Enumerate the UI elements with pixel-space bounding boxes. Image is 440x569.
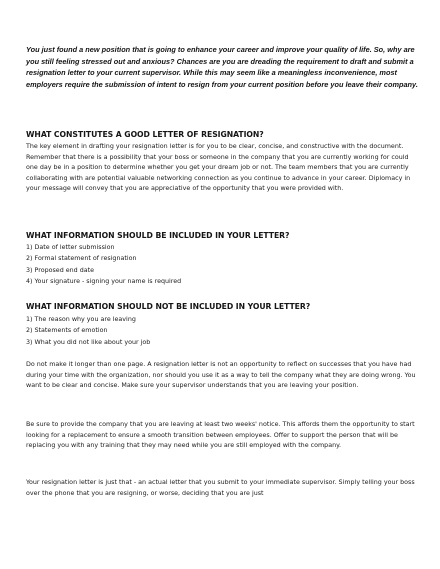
- paragraph-actual-letter: Your resignation letter is just that - an actual letter that you submit to your immediate supervisor. Simply telling your boss over the phone that you are resigning, or worse, deciding that you are just: [26, 479, 415, 497]
- heading-not-included: WHAT INFORMATION SHOULD NOT BE INCLUDED IN YOUR LETTER?: [26, 302, 311, 311]
- paragraph-good-letter: The key element in drafting your resignation letter is for you to be clear, concise, and constructive with the document. Remember that there is a possibility that your boss or someone in the company that you are currently working for could one day be in a position to determine whether you get your dream job or not. The team members that you are currently collaborating with are potential valuable networking connection as you continue to advance in your career. Diplomacy in your message will convey that you are appreciative of the opportunity that you were provided with.: [26, 143, 411, 193]
- intro-paragraph: You just found a new position that is going to enhance your career and improve your quality of life. So, why are you still feeling stressed out and anxious? Chances are you are dreading the requirement to draft and submit a resignation letter to your current supervisor. While this may seem like a meaningless inconvenience, most employers require the submission of intent to resign from your current position before you leave their company.: [26, 45, 418, 89]
- list-item: 1) The reason why you are leaving: [26, 316, 136, 323]
- list-item: 4) Your signature - signing your name is required: [26, 278, 182, 286]
- list-item: 3) Proposed end date: [26, 266, 95, 274]
- list-item: 2) Statements of emotion: [26, 327, 108, 335]
- list-not-included: [26, 314, 418, 348]
- heading-included: WHAT INFORMATION SHOULD BE INCLUDED IN YOUR LETTER?: [26, 231, 290, 240]
- paragraph-length: Do not make it longer than one page. A resignation letter is not an opportunity to reflect on successes that you have had during your time with the organization, nor should you use it as a way to tell the company what they are doing wrong. You want to be clear and concise. Make sure your supervisor understands that you are leaving your position.: [26, 361, 416, 390]
- list-item: 2) Formal statement of resignation: [26, 255, 137, 263]
- list-item: 3) What you did not like about your job: [26, 338, 151, 346]
- heading-good-letter: WHAT CONSTITUTES A GOOD LETTER OF RESIGNATION?: [26, 130, 264, 139]
- paragraph-notice: Be sure to provide the company that you are leaving at least two weeks' notice. This affords them the opportunity to start looking for a replacement to ensure a smooth transition between employees. Offer to support the person that will be replacing you with any training that they may need while you are still employed with the company.: [26, 421, 415, 450]
- list-included: [26, 242, 418, 288]
- list-item: 1) Date of letter submission: [26, 244, 115, 251]
